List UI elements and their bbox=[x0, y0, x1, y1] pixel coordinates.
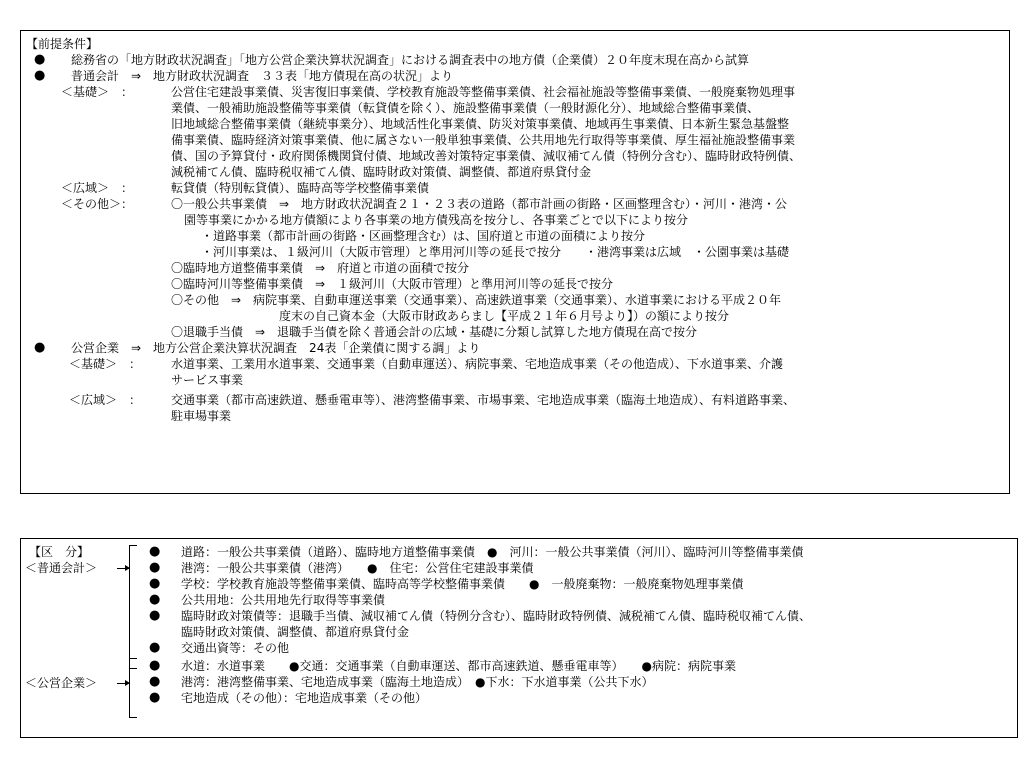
bullet-icon: ● bbox=[34, 340, 46, 355]
other-label: ＜その他＞： bbox=[61, 197, 134, 211]
other-line-1: 園等事業にかかる地方債額により各事業の地方債残高を按分し、各事業ごとで以下により按分 bbox=[184, 213, 689, 227]
bullet-icon: ● bbox=[149, 674, 161, 689]
enterprise-label: ＜公営企業＞ bbox=[25, 676, 98, 690]
general-bracket-arrow bbox=[117, 568, 129, 569]
enterprise-item-0: 水道：水道事業 ●交通：交通事業（自動車運送、都市高速鉄道、懸垂電車等） ●病院：病院事業 bbox=[181, 659, 736, 673]
wide-label: ＜広域＞ ： bbox=[61, 181, 134, 195]
basic-line-2: 旧地域総合整備事業債（継続事業分）、地域活性化事業債、防災対策事業債、地域再生事業債、日本新生緊急基盤整 bbox=[171, 117, 790, 131]
bullet-icon: ● bbox=[149, 544, 161, 559]
enterprise-wide-label: ＜広域＞ ： bbox=[69, 393, 142, 407]
basic-line-1: 業債、一般補助施設整備等事業債（転貸債を除く）、施設整備事業債（一般財源化分）、地域総合整備事業債、 bbox=[171, 101, 760, 115]
other-line-3: ・河川事業は、１級河川（大阪市管理）と準用河川等の延長で按分 ・港湾事業は広域 ・公園事業は基礎 bbox=[201, 245, 790, 259]
other-line-2: ・道路事業（都市計画の街路・区画整理含む）は、国府道と市道の面積により按分 bbox=[201, 229, 646, 243]
classification-heading: 【区 分】 bbox=[29, 545, 90, 559]
enterprise-item-1: 港湾：港湾整備事業、宅地造成事業（臨海土地造成） ●下水：下水道事業（公共下水） bbox=[181, 675, 654, 689]
basic-line-3: 備事業債、臨時経済対策事業債、他に属さない一般単独事業債、公共用地先行取得等事業債、厚生福祉施設整備事業 bbox=[171, 133, 796, 147]
enterprise-wide-line-0: 交通事業（都市高速鉄道、懸垂電車等）、港湾整備事業、市場事業、宅地造成事業（臨海土地造成）、有料道路事業、 bbox=[171, 393, 796, 407]
bullet-icon: ● bbox=[149, 640, 161, 655]
bullet-icon: ● bbox=[149, 608, 161, 623]
enterprise-wide-line-1: 駐車場事業 bbox=[171, 409, 232, 423]
classification-box bbox=[20, 538, 1018, 738]
other-line-0: 〇一般公共事業債 ⇒ 地方財政状況調査２１・２３表の道路（都市計画の街路・区画整理含む）・河川・港湾・公 bbox=[171, 197, 788, 211]
bullet-icon: ● bbox=[149, 576, 161, 591]
bullet-icon: ● bbox=[149, 658, 161, 673]
general-bracket bbox=[129, 545, 137, 669]
general-item-2: 学校：学校教育施設等整備事業債、臨時高等学校整備事業債 ● 一般廃棄物：一般廃棄物処理事業債 bbox=[181, 577, 744, 591]
general-item-1: 港湾：一般公共事業債（港湾） ● 住宅：公営住宅建設事業債 bbox=[181, 561, 534, 575]
other-line-5: 〇臨時河川等整備事業債 ⇒ １級河川（大阪市管理）と準用河川等の延長で按分 bbox=[171, 277, 614, 291]
bullet-icon: ● bbox=[34, 52, 46, 67]
wide-text: 転貸債（特別転貸債）、臨時高等学校整備事業債 bbox=[171, 181, 430, 195]
premises-line-1: 総務省の「地方財政状況調査」「地方公営企業決算状況調査」における調査表中の地方債（企業債）２０年度末現在高から試算 bbox=[71, 53, 750, 67]
premises-heading: 【前提条件】 bbox=[26, 37, 99, 51]
enterprise-title: 公営企業 ⇒ 地方公営企業決算状況調査 24表「企業債に関する調」より bbox=[71, 341, 481, 355]
enterprise-basic-line-0: 水道事業、工業用水道事業、交通事業（自動車運送）、病院事業、宅地造成事業（その他造成）、下水道事業、介護 bbox=[171, 357, 784, 371]
general-item-3: 公共用地：公共用地先行取得等事業債 bbox=[181, 593, 386, 607]
bullet-icon: ● bbox=[149, 592, 161, 607]
enterprise-bracket bbox=[129, 658, 137, 718]
enterprise-basic-label: ＜基礎＞ ： bbox=[69, 357, 142, 371]
general-account-title: 普通会計 ⇒ 地方財政状況調査 ３３表「地方債現在高の状況」より bbox=[71, 69, 454, 83]
bullet-icon: ● bbox=[149, 690, 161, 705]
other-line-6: 〇その他 ⇒ 病院事業、自動車運送事業（交通事業）、高速鉄道事業（交通事業）、水道事業における平成２０年 bbox=[171, 293, 782, 307]
general-item-0: 道路：一般公共事業債（道路）、臨時地方道整備事業債 ● 河川：一般公共事業債（河川）、臨時河川等整備事業債 bbox=[181, 545, 804, 559]
other-line-8: 〇退職手当債 ⇒ 退職手当債を除く普通会計の広域・基礎に分類し試算した地方債現在高で按分 bbox=[171, 325, 698, 339]
basic-line-0: 公営住宅建設事業債、災害復旧事業債、学校教育施設等整備事業債、社会福祉施設等整備事業債、一般廃棄物処理事 bbox=[171, 85, 796, 99]
basic-line-4: 債、国の予算貸付・政府関係機関貸付債、地域改善対策特定事業債、減収補てん債（特例分含む）、臨時財政特例債、 bbox=[171, 149, 802, 163]
enterprise-item-2: 宅地造成（その他）：宅地造成事業（その他） bbox=[181, 691, 428, 705]
general-account-label: ＜普通会計＞ bbox=[25, 561, 98, 575]
basic-line-5: 減税補てん債、臨時税収補てん債、臨時財政対策債、調整債、都道府県貸付金 bbox=[171, 165, 592, 179]
general-item-5: 臨時財政対策債、調整債、都道府県貸付金 bbox=[181, 625, 410, 639]
enterprise-bracket-arrow bbox=[117, 683, 129, 684]
bullet-icon: ● bbox=[34, 68, 46, 83]
general-item-6: 交通出資等：その他 bbox=[181, 641, 290, 655]
basic-label: ＜基礎＞ ： bbox=[61, 85, 134, 99]
general-item-4: 臨時財政対策債等：退職手当債、減収補てん債（特例分含む）、臨時財政特例債、減税補てん債、臨時税収補てん債、 bbox=[181, 609, 812, 623]
bullet-icon: ● bbox=[149, 560, 161, 575]
other-line-4: 〇臨時地方道整備事業債 ⇒ 府道と市道の面積で按分 bbox=[171, 261, 470, 275]
other-line-7: 度末の自己資本金（大阪市財政あらまし【平成２１年６月号より】）の額により按分 bbox=[279, 309, 730, 323]
enterprise-basic-line-1: サービス事業 bbox=[171, 373, 244, 387]
premises-box bbox=[20, 30, 1010, 494]
